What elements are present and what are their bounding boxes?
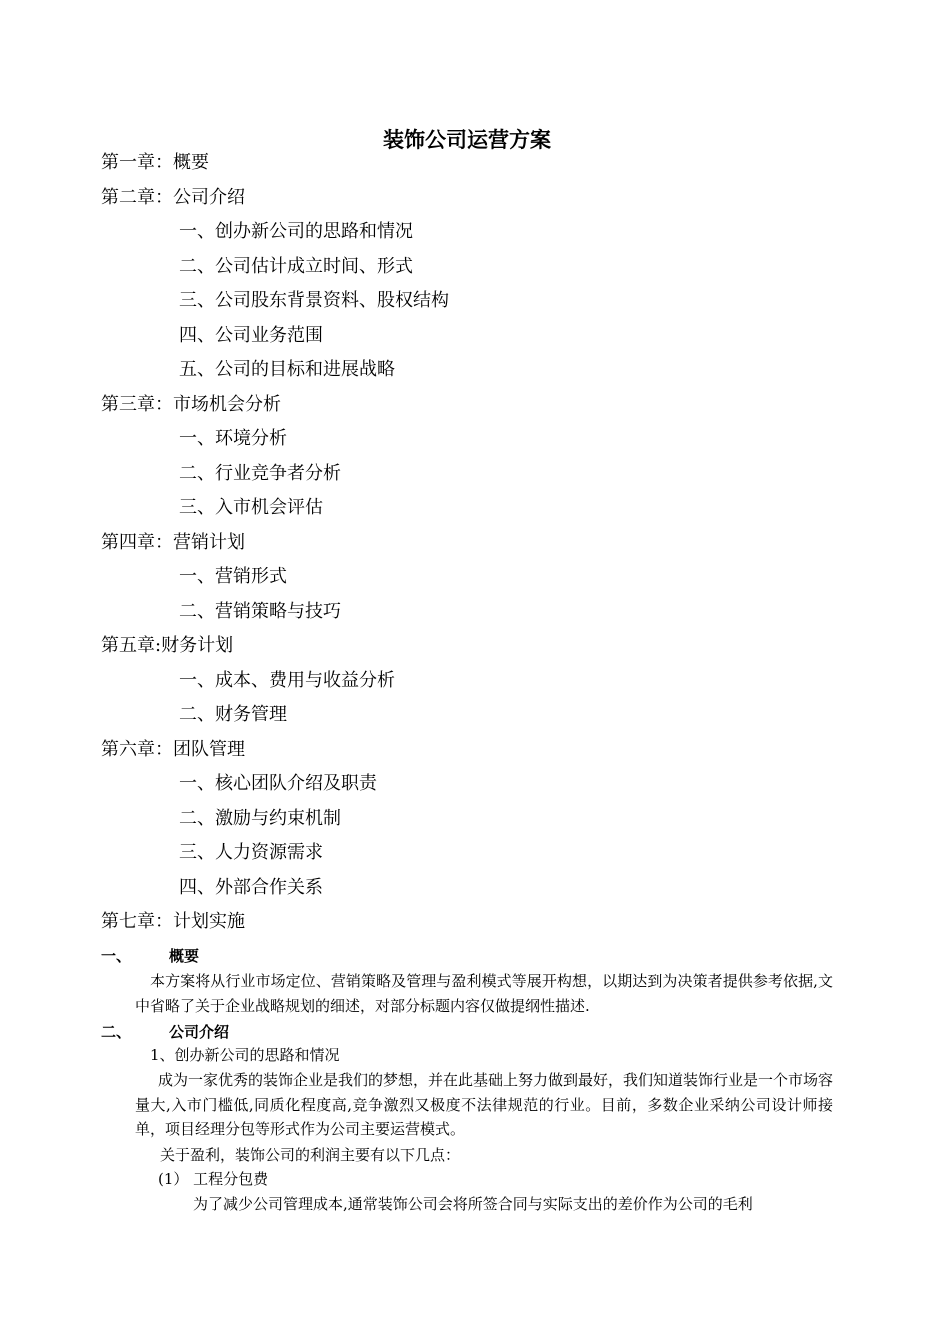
toc-section: 二、行业竞争者分析 [179, 462, 341, 484]
company-paragraph: 成为一家优秀的装饰企业是我们的梦想，并在此基础上努力做到最好，我们知道装饰行业是一个市场容量大,入市门槛低,同质化程度高,竞争激烈又极度不法律规范的行业。目前，多数企业采纳公司设计师接单，项目经理分包等形式作为公司主要运营模式。 [135, 1071, 834, 1138]
toc-chapter: 第一章：概要 [101, 152, 209, 173]
toc-section: 二、激励与约束机制 [179, 807, 341, 829]
toc-section: 二、营销策略与技巧 [179, 600, 341, 622]
toc-section: 三、入市机会评估 [179, 497, 323, 518]
toc-section: 三、公司股东背景资料、股权结构 [179, 290, 449, 311]
toc-section: 二、公司估计成立时间、形式 [179, 255, 413, 277]
overview-paragraph: 本方案将从行业市场定位、营销策略及管理与盈利模式等展开构想，以期达到为决策者提供参考依据,文中省略了关于企业战略规划的细述，对部分标题内容仅做提纲性描述. [135, 972, 833, 1015]
toc-chapter: 第四章：营销计划 [101, 531, 245, 553]
toc-section: 一、创办新公司的思路和情况 [179, 221, 413, 242]
toc-chapter: 第六章：团队管理 [101, 738, 245, 760]
section-number: 一、 [101, 947, 132, 965]
toc-section: 四、外部合作关系 [179, 876, 323, 898]
toc-chapter: 第三章：市场机会分析 [101, 393, 281, 415]
section-title: 概要 [169, 947, 200, 965]
document-title: 装饰公司运营方案 [383, 128, 551, 152]
toc-section: 四、公司业务范围 [179, 324, 323, 346]
table-of-contents [0, 146, 950, 940]
toc-section: 三、人力资源需求 [179, 842, 323, 863]
toc-section: 五、公司的目标和进展战略 [179, 359, 395, 380]
toc-section: 一、核心团队介绍及职责 [179, 773, 377, 794]
section-title: 公司介绍 [169, 1023, 230, 1041]
toc-section: 二、财务管理 [179, 704, 287, 725]
list-item: (1） 工程分包费 [158, 1170, 269, 1188]
section-number: 二、 [101, 1023, 132, 1041]
toc-chapter: 第五章:财务计划 [101, 635, 234, 656]
toc-section: 一、成本、费用与收益分析 [179, 669, 395, 691]
subsection-heading: 1、创办新公司的思路和情况 [150, 1046, 340, 1064]
toc-section: 一、环境分析 [179, 428, 287, 449]
section-heading-overview [101, 945, 199, 966]
section-heading-company [101, 1021, 229, 1042]
toc-section: 一、营销形式 [179, 566, 287, 587]
toc-chapter: 第二章：公司介绍 [101, 186, 245, 208]
toc-chapter: 第七章：计划实施 [101, 911, 245, 932]
profit-intro: 关于盈利，装饰公司的利润主要有以下几点： [160, 1146, 461, 1164]
list-item-paragraph: 为了减少公司管理成本,通常装饰公司会将所签合同与实际支出的差价作为公司的毛利 [193, 1195, 753, 1213]
